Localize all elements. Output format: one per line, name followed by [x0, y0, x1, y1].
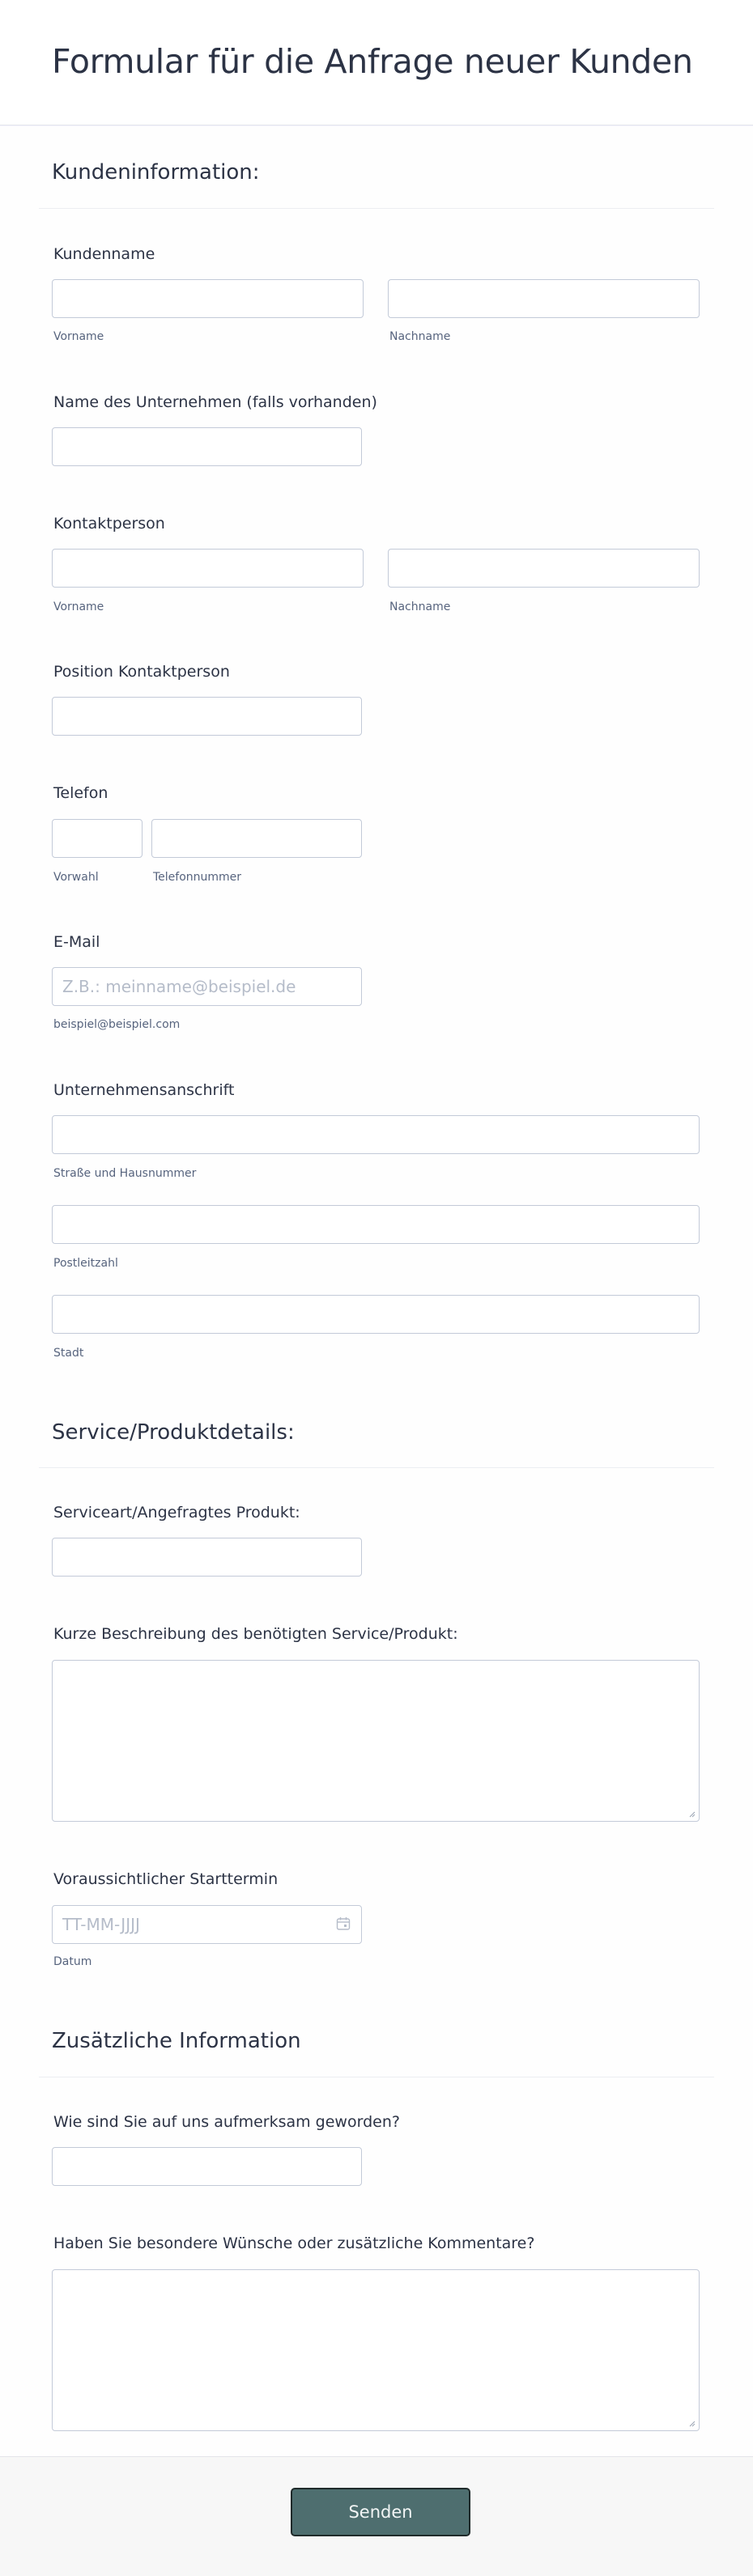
- resize-grip-icon[interactable]: [687, 2419, 696, 2427]
- city-input[interactable]: [52, 1295, 700, 1334]
- contact-last-name-input[interactable]: [388, 549, 700, 588]
- section-title-customer-info: Kundeninformation:: [52, 160, 260, 185]
- section-divider: [39, 1467, 714, 1468]
- customer-name-label: Kundenname: [53, 245, 155, 263]
- calendar-icon[interactable]: [336, 1916, 351, 1931]
- email-label: E-Mail: [53, 933, 100, 951]
- referral-label: Wie sind Sie auf uns aufmerksam geworden?: [53, 2113, 400, 2131]
- section-title-service-details: Service/Produktdetails:: [52, 1420, 295, 1445]
- street-input[interactable]: [52, 1115, 700, 1154]
- phone-number-input[interactable]: [151, 819, 362, 858]
- zip-sublabel: Postleitzahl: [53, 1257, 118, 1270]
- phone-number-sublabel: Telefonnummer: [153, 871, 242, 884]
- phone-area-code-input[interactable]: [52, 819, 143, 858]
- contact-position-label: Position Kontaktperson: [53, 663, 230, 681]
- service-description-label: Kurze Beschreibung des benötigten Service/Produkt:: [53, 1625, 458, 1643]
- start-date-sublabel: Datum: [53, 1955, 92, 1968]
- customer-last-name-input[interactable]: [388, 279, 700, 318]
- company-name-input[interactable]: [52, 427, 362, 466]
- referral-input[interactable]: [52, 2147, 362, 2186]
- customer-first-name-sublabel: Vorname: [53, 330, 104, 343]
- city-sublabel: Stadt: [53, 1347, 84, 1360]
- comments-textarea[interactable]: [52, 2269, 700, 2431]
- contact-person-label: Kontaktperson: [53, 515, 165, 533]
- contact-first-name-sublabel: Vorname: [53, 601, 104, 613]
- comments-label: Haben Sie besondere Wünsche oder zusätzliche Kommentare?: [53, 2234, 535, 2252]
- zip-input[interactable]: [52, 1205, 700, 1244]
- contact-last-name-sublabel: Nachname: [389, 601, 451, 613]
- company-name-label: Name des Unternehmen (falls vorhanden): [53, 393, 377, 411]
- street-sublabel: Straße und Hausnummer: [53, 1167, 197, 1180]
- start-date-label: Voraussichtlicher Starttermin: [53, 1870, 279, 1888]
- address-label: Unternehmensanschrift: [53, 1081, 235, 1099]
- start-date-wrapper: [52, 1905, 362, 1944]
- page-title: Formular für die Anfrage neuer Kunden: [52, 42, 693, 81]
- email-input[interactable]: [52, 967, 362, 1006]
- phone-label: Telefon: [53, 784, 108, 802]
- contact-first-name-input[interactable]: [52, 549, 364, 588]
- service-type-input[interactable]: [52, 1538, 362, 1577]
- service-description-textarea[interactable]: [52, 1660, 700, 1822]
- email-sublabel: beispiel@beispiel.com: [53, 1018, 181, 1031]
- submit-button[interactable]: Senden: [291, 2488, 470, 2536]
- section-title-additional-info: Zusätzliche Information: [52, 2029, 301, 2053]
- contact-position-input[interactable]: [52, 697, 362, 736]
- customer-last-name-sublabel: Nachname: [389, 330, 451, 343]
- form-body: [0, 126, 753, 2457]
- customer-first-name-input[interactable]: [52, 279, 364, 318]
- service-type-label: Serviceart/Angefragtes Produkt:: [53, 1504, 300, 1521]
- section-divider: [39, 208, 714, 209]
- start-date-input[interactable]: [52, 1905, 362, 1944]
- resize-grip-icon[interactable]: [687, 1810, 696, 1818]
- phone-area-code-sublabel: Vorwahl: [53, 871, 99, 884]
